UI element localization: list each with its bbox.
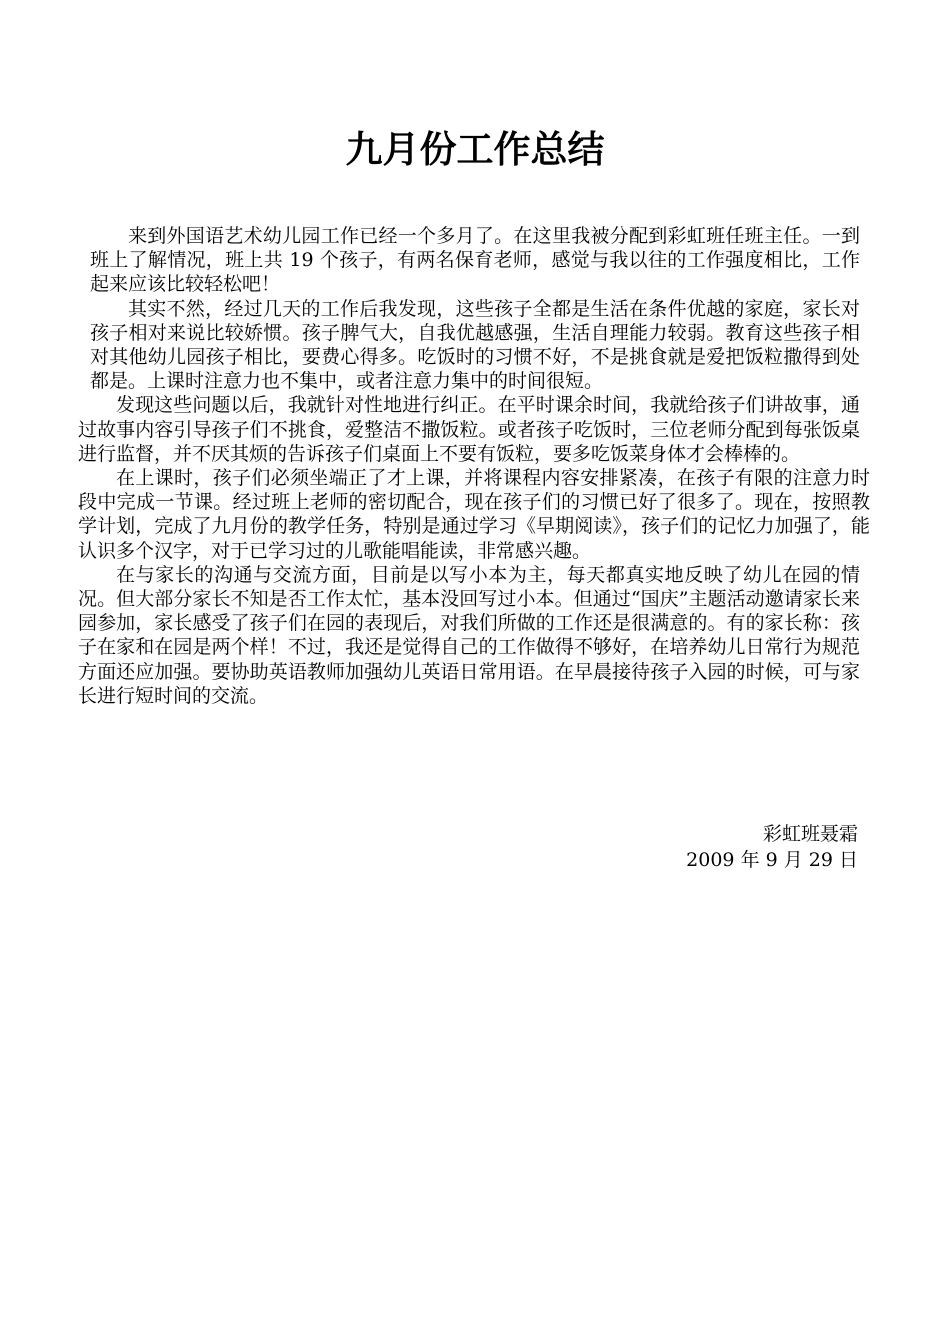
paragraph-5: 在与家长的沟通与交流方面，目前是以写小本为主，每天都真实地反映了幼儿在园的情况。但大部分家长不知是否工作太忙，基本没回写过小本。但通过“国庆”主题活动邀请家长来园参加，家长感受了孩子们在园的表现后，对我们所做的工作还是很满意的。有的家长称：孩子在家和在园是两个样！不过，我还是觉得自己的工作做得不够好，在培养幼儿日常行为规范方面还应加强。要协助英语教师加强幼儿英语日常用语。在早晨接待孩子入园的时候，可与家长进行短时间的交流。 — [78, 563, 860, 707]
document-body — [0, 224, 950, 708]
paragraph-2: 其实不然，经过几天的工作后我发现，这些孩子全都是生活在条件优越的家庭，家长对孩子相对来说比较娇惯。孩子脾气大，自我优越感强，生活自理能力较弱。教育这些孩子相对其他幼儿园孩子相比，要费心得多。吃饭时的习惯不好，不是挑食就是爱把饭粒撒得到处都是。上课时注意力也不集中，或者注意力集中的时间很短。 — [90, 297, 860, 393]
signature-block — [686, 821, 858, 873]
document-title: 九月份工作总结 — [345, 127, 605, 171]
paragraph-4: 在上课时，孩子们必须坐端正了才上课，并将课程内容安排紧凑，在孩子有限的注意力时段中完成一节课。经过班上老师的密切配合，现在孩子们的习惯已好了很多了。现在，按照教学计划，完成了九月份的教学任务，特别是通过学习《早期阅读》，孩子们的记忆力加强了，能认识多个汉字，对于已学习过的儿歌能唱能读，非常感兴趣。 — [78, 467, 870, 562]
signature-date: 2009 年 9 月 29 日 — [686, 849, 858, 871]
signature-author: 彩虹班聂霜 — [762, 823, 858, 845]
paragraph-3: 发现这些问题以后，我就针对性地进行纠正。在平时课余时间，我就给孩子们讲故事，通过故事内容引导孩子们不挑食，爱整洁不撒饭粒。或者孩子吃饭时，三位老师分配到每张饭桌进行监督，并不厌其烦的告诉孩子们桌面上不要有饭粒，要多吃饭菜身体才会棒棒的。 — [78, 394, 860, 465]
paragraph-1: 来到外国语艺术幼儿园工作已经一个多月了。在这里我被分配到彩虹班任班主任。一到班上了解情况，班上共 19 个孩子，有两名保育老师，感觉与我以往的工作强度相比，工作起来应该比较轻松吧！ — [90, 225, 860, 296]
